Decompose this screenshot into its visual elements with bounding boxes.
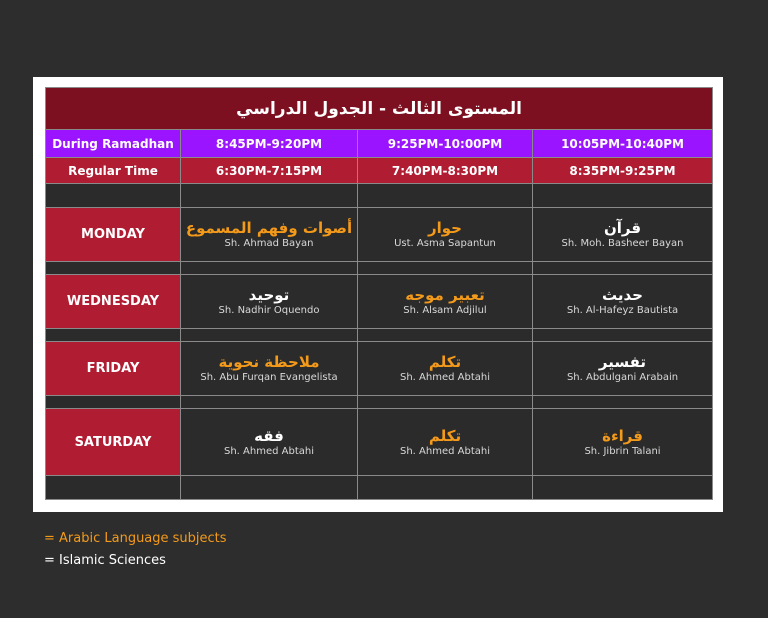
day-row-friday <box>46 342 713 396</box>
teacher-name: Sh. Al-Hafeyz Bautista <box>566 305 679 316</box>
class-cell <box>533 409 713 476</box>
teacher-name: Sh. Jibrin Talani <box>584 445 661 457</box>
subject-name: حديث <box>602 286 643 304</box>
day-label-wednesday: WEDNESDAY <box>46 275 181 329</box>
subject-name: فقه <box>254 426 284 445</box>
day-label-saturday: SATURDAY <box>46 409 181 476</box>
legend-arabic: = Arabic Language subjects <box>44 531 227 546</box>
subject-name: أصوات وفهم المسموع <box>185 219 353 237</box>
teacher-name: Sh. Nadhir Oquendo <box>218 305 320 316</box>
day-label-monday: MONDAY <box>46 208 181 262</box>
class-cell <box>181 409 358 476</box>
subject-name: ملاحظة نحوية <box>218 353 320 371</box>
class-cell <box>358 208 533 262</box>
class-cell <box>533 275 713 329</box>
teacher-name: Sh. Ahmed Abtahi <box>224 445 314 457</box>
schedule-card <box>33 77 723 512</box>
subject-name: تعبير موجه <box>405 286 485 304</box>
subject-name: تكلم <box>428 353 462 371</box>
class-cell <box>533 342 713 396</box>
regular-label: Regular Time <box>46 158 181 184</box>
ramadhan-slot-3: 10:05PM-10:40PM <box>533 130 713 158</box>
subject-name: قراءة <box>602 426 643 445</box>
subject-name: قرآن <box>603 219 642 237</box>
teacher-name: Sh. Abu Furqan Evangelista <box>200 372 338 383</box>
regular-slot-1: 6:30PM-7:15PM <box>181 158 358 184</box>
ramadhan-label: During Ramadhan <box>46 130 181 158</box>
subject-name: حوار <box>428 219 462 237</box>
class-cell <box>181 275 358 329</box>
teacher-name: Sh. Alsam Adjilul <box>403 305 487 316</box>
subject-name: توحيد <box>248 286 290 304</box>
teacher-name: Ust. Asma Sapantun <box>394 238 496 249</box>
class-cell <box>181 208 358 262</box>
ramadhan-slot-2: 9:25PM-10:00PM <box>358 130 533 158</box>
class-cell <box>533 208 713 262</box>
schedule-table <box>45 87 713 500</box>
schedule-title: المستوى الثالث - الجدول الدراسي <box>46 88 713 130</box>
class-cell <box>181 342 358 396</box>
day-label-friday: FRIDAY <box>46 342 181 396</box>
ramadhan-slot-1: 8:45PM-9:20PM <box>181 130 358 158</box>
class-cell <box>358 342 533 396</box>
day-row-wednesday <box>46 275 713 329</box>
day-row-monday <box>46 208 713 262</box>
day-row-saturday <box>46 409 713 476</box>
teacher-name: Sh. Ahmed Abtahi <box>400 445 490 457</box>
teacher-name: Sh. Ahmad Bayan <box>224 238 314 249</box>
class-cell <box>358 275 533 329</box>
subject-name: تكلم <box>428 426 462 445</box>
teacher-name: Sh. Abdulgani Arabain <box>566 372 679 383</box>
regular-slot-3: 8:35PM-9:25PM <box>533 158 713 184</box>
regular-slot-2: 7:40PM-8:30PM <box>358 158 533 184</box>
legend-islamic: = Islamic Sciences <box>44 553 166 568</box>
teacher-name: Sh. Moh. Basheer Bayan <box>561 238 684 249</box>
teacher-name: Sh. Ahmed Abtahi <box>400 372 490 383</box>
class-cell <box>358 409 533 476</box>
subject-name: تفسير <box>598 353 647 371</box>
